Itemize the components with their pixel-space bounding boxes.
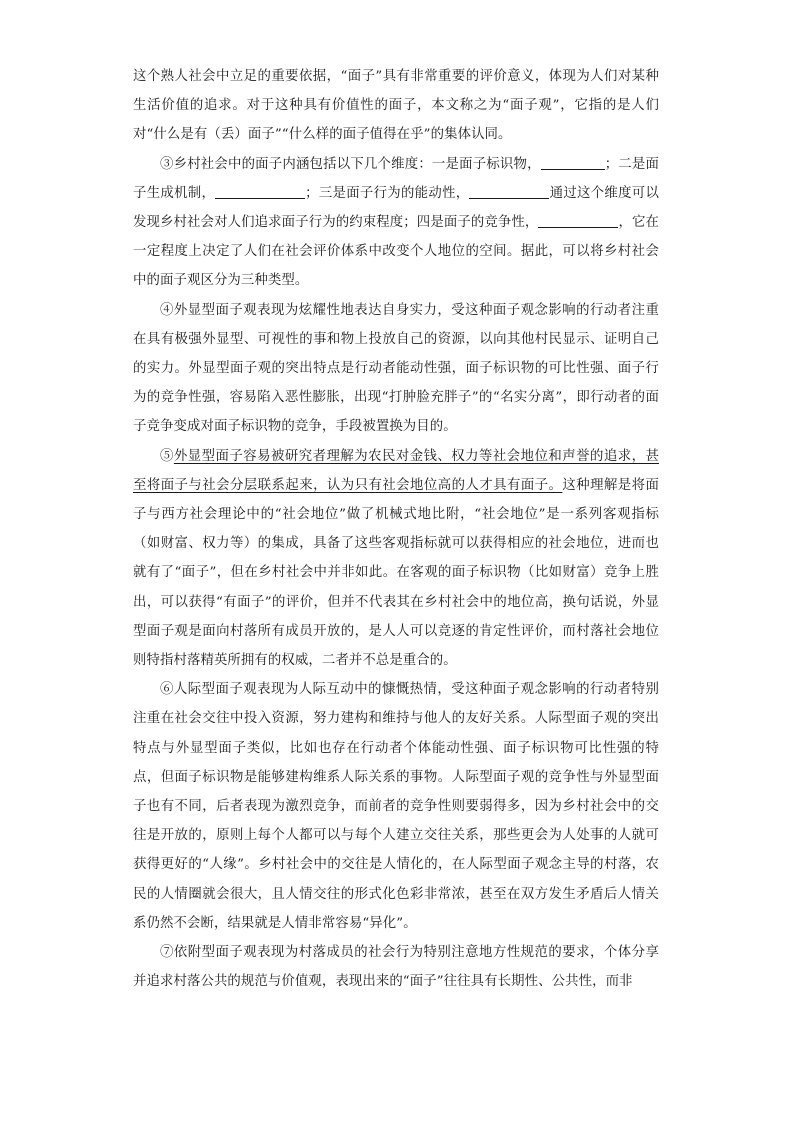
paragraph-5 bbox=[133, 442, 659, 676]
paragraph-3-text-1: ③乡村社会中的面子内涵包括以下几个维度：一是面子标识物， bbox=[160, 156, 541, 172]
paragraph-3-text-5: ，它在一定程度上决定了人们在社会评价体系中改变个人地位的空间。据此，可以将乡村社会中的面子观区分为三种类型。 bbox=[133, 215, 659, 289]
underlined-sentence: 外显型面子容易被研究者理解为农民对金钱、权力等社会地位和声誉的追求，甚至将面子与社会分层联系起来，认为只有社会地位高的人才具有面子。 bbox=[133, 448, 659, 493]
fill-blank-1[interactable] bbox=[541, 155, 605, 170]
paragraph-3-text-3: ；三是面子行为的能动性， bbox=[305, 185, 470, 201]
paragraph-3 bbox=[133, 150, 659, 296]
paragraph-5-number: ⑤ bbox=[160, 448, 174, 464]
paragraph-6: ⑥人际型面子观表现为人际互动中的慷慨热情，受这种面子观念影响的行动者特别注重在社会交往中投入资源，努力建构和维持与他人的友好关系。人际型面子观的突出特点与外显型面子类似，比如也存在行动者个体能动性强、面子标识物可比性强的特点，但面子标识物是能够建构维系人际关系的事物。人际型面子观的竞争性与外显型面子也有不同，后者表现为激烈竞争，而前者的竞争性则要弱得多，因为乡村社会中的交往是开放的，原则上每个人都可以与每个人建立交往关系，那些更会为人处事的人就可获得更好的“人缘”。乡村社会中的交往是人情化的，在人际型面子观念主导的村落，农民的人情圈就会很大，且人情交往的形式化色彩非常浓，甚至在双方发生矛盾后人情关系仍然不会断，结果就是人情非常容易“异化”。 bbox=[133, 682, 659, 931]
fill-blank-2[interactable] bbox=[215, 184, 305, 199]
paragraph-7: ⑦依附型面子观表现为村落成员的社会行为特别注意地方性规范的要求，个体分享并追求村落公共的规范与价值观，表现出来的“面子”往往具有长期性、公共性，而非 bbox=[133, 945, 659, 990]
paragraph-3-text-4: 通过这个维度可以发现乡村社会对人们追求面子行为的约束程度；四是面子的竞争性， bbox=[133, 185, 659, 231]
fill-blank-4[interactable] bbox=[538, 213, 618, 228]
paragraph-5-text: 这种理解是将面子与西方社会理论中的“社会地位”做了机械式地比附，“社会地位”是一系列客观指标（如财富、权力等）的集成，具备了这些客观指标就可以获得相应的社会地位，进而也就有了“面子”，但在乡村社会中并非如此。在客观的面子标识物（比如财富）竞争上胜出，可以获得“有面子”的评价，但并不代表其在乡村社会中的地位高，换句话说，外显型面子观是面向村落所有成员开放的，是人人可以竞逐的肯定性评价，而村落社会地位则特指村落精英所拥有的权威，二者并不总是重合的。 bbox=[133, 477, 659, 669]
paragraph-3-text-2: ；二是面子生成机制， bbox=[133, 156, 659, 201]
article-body bbox=[133, 62, 659, 997]
paragraph-4: ④外显型面子观表现为炫耀性地表达自身实力，受这种面子观念影响的行动者注重在具有极强外显型、可视性的事和物上投放自己的资源，以向其他村民显示、证明自己的实力。外显型面子观的突出特点是行动者能动性强，面子标识物的可比性强、面子行为的竞争性强，容易陷入恶性膨胀，出现“打肿脸充胖子”的“名实分离”，即行动者的面子竞争变成对面子标识物的竞争，手段被置换为目的。 bbox=[133, 302, 659, 435]
paragraph-continuation: 这个熟人社会中立足的重要依据，“面子”具有非常重要的评价意义，体现为人们对某种生活价值的追求。对于这种具有价值性的面子，本文称之为“面子观”，它指的是人们对“什么是有（丢）面子”“什么样的面子值得在乎”的集体认同。 bbox=[133, 69, 659, 143]
fill-blank-3[interactable] bbox=[469, 184, 549, 199]
